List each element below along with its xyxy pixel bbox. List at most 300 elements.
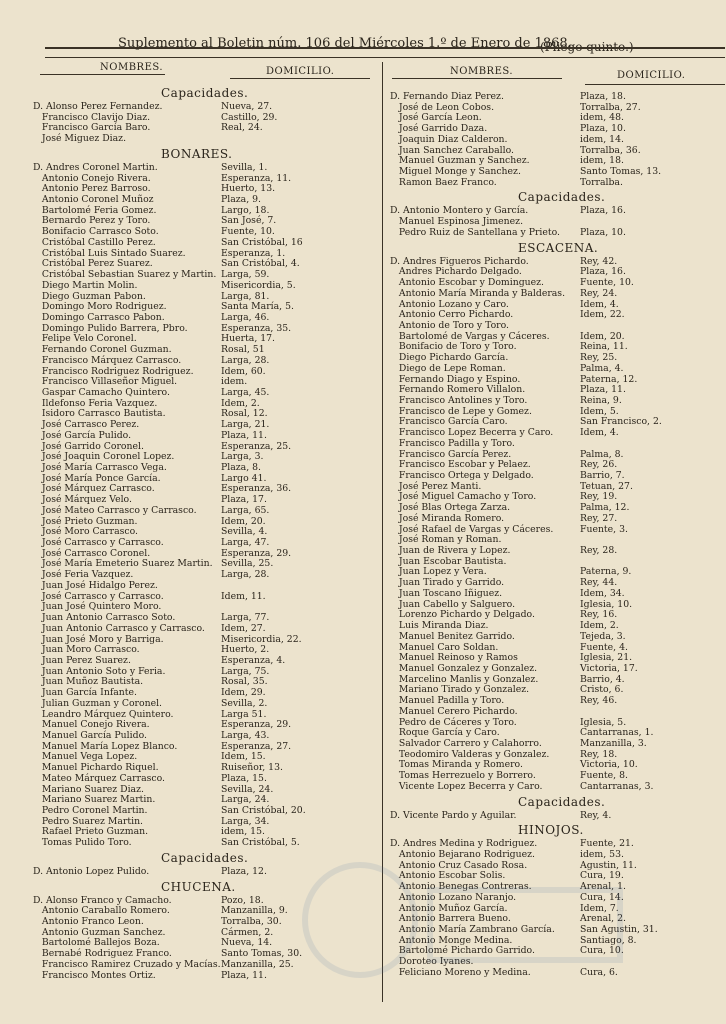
left-address-heading: DOMICILIO. <box>266 66 335 77</box>
person-name: José Carrasco Perez. <box>33 419 140 431</box>
person-address: Plaza, 10. <box>580 226 626 238</box>
person-name: José Joaquin Coronel Lopez. <box>33 451 175 463</box>
person-name: Bonifacio de Toro y Toro. <box>390 341 517 353</box>
person-name: Mateo Márquez Carrasco. <box>33 772 165 784</box>
person-name: José Moro Carrasco. <box>33 526 138 538</box>
person-address: Larga, 77. <box>221 612 270 624</box>
person-address: Plaza, 18. <box>580 91 626 102</box>
person-entry <box>390 364 725 375</box>
person-name: José Prieto Guzman. <box>33 515 138 527</box>
person-address: Manzanilla, 9. <box>221 905 288 917</box>
person-address: Rey, 27. <box>580 512 618 524</box>
person-name: Pedro Coronel Martin. <box>33 805 148 816</box>
person-entry <box>390 228 725 239</box>
person-address: Plaza, 8. <box>221 462 261 473</box>
person-name: Vicente Lopez Becerra y Caro. <box>390 780 543 792</box>
person-address: idem, 48. <box>580 112 624 124</box>
person-address: Ruiseñor, 13. <box>221 762 283 774</box>
person-name: Manuel Benitez Garrido. <box>390 630 515 642</box>
person-address: Palma, 8. <box>580 448 624 460</box>
person-address: Torralba, 36. <box>580 144 641 156</box>
person-name: Francisco Villaseñor Miguel. <box>33 376 178 388</box>
person-name: Antonio María Miranda y Balderas. <box>390 287 566 299</box>
person-name: Francisco Clavijo Diaz. <box>33 111 151 123</box>
person-address: Sevilla, 4. <box>221 526 268 538</box>
person-address: Arenal, 1. <box>580 881 626 893</box>
person-address: Idem, 22. <box>580 309 625 321</box>
person-entry <box>390 439 725 450</box>
person-entry <box>33 506 378 517</box>
person-entry <box>390 707 725 718</box>
person-name: Mariano Tirado y Gonzalez. <box>390 684 530 696</box>
person-name: Francisco Ramirez Cruzado y Macías. <box>33 958 221 970</box>
sheet-label: (Pliego quinto.) <box>540 40 634 54</box>
person-name: Domingo Moro Rodriguez. <box>33 301 167 313</box>
person-address: Manzanilla, 3. <box>580 737 647 749</box>
person-address: San Agustin, 31. <box>580 924 658 936</box>
person-name: Felipe Velo Coronel. <box>33 333 137 345</box>
person-address: Reina, 11. <box>580 341 628 353</box>
person-name: José Miguez Diaz. <box>33 133 127 145</box>
person-address: Idem, 27. <box>221 622 266 634</box>
person-name: Francisco Antolines y Toro. <box>390 394 528 406</box>
person-address: Torralba. <box>580 176 623 188</box>
person-address: Idem, 60. <box>221 365 266 377</box>
person-address: San José, 7. <box>221 215 277 227</box>
person-entry <box>390 811 725 822</box>
person-address: Pozo, 18. <box>221 894 264 906</box>
person-name: Diego Martin Molin. <box>33 279 138 291</box>
person-address: Idem, 7. <box>580 902 619 914</box>
person-address: Barrio, 4. <box>580 673 625 685</box>
person-name: José García Pulido. <box>33 429 132 441</box>
person-name: Antonio Coronel Muñoz <box>33 194 154 206</box>
person-address: Reina, 9. <box>580 394 622 406</box>
person-address: Cantarranas, 1. <box>580 727 654 739</box>
person-address: Larga, 45. <box>221 386 270 398</box>
person-address: Sevilla, 24. <box>221 783 274 795</box>
person-name: Miguel Monge y Sanchez. <box>390 166 521 178</box>
person-name: Antonio Caraballo Romero. <box>33 905 170 917</box>
section-heading <box>390 188 725 206</box>
person-name: Francisco Escobar y Pelaez. <box>390 459 531 471</box>
person-entry <box>390 782 725 793</box>
section-title: HINOJOS. <box>518 823 584 838</box>
person-name: Pedro Ruiz de Santellana y Prieto. <box>390 226 560 238</box>
person-address: Nueva, 27. <box>221 101 273 112</box>
person-name: Antonio Cruz Casado Rosa. <box>390 859 528 871</box>
person-address: Misericordia, 5. <box>221 279 296 291</box>
person-name: Antonio Lozano Naranjo. <box>390 891 517 903</box>
person-name: Juan José Hidalgo Perez. <box>33 579 158 591</box>
person-name: Manuel Cerero Pichardo. <box>390 705 518 717</box>
person-name: Fernando Romero Villalon. <box>390 384 526 396</box>
person-name: Julian Guzman y Coronel. <box>33 697 163 709</box>
person-address: Sevilla, 25. <box>221 558 274 570</box>
section-title: Capacidades. <box>161 86 249 100</box>
person-address: Larga, 46. <box>221 311 270 323</box>
person-entry <box>33 774 378 785</box>
person-address: Plaza, 10. <box>580 123 626 135</box>
person-address: Larga, 21. <box>221 419 270 431</box>
person-address: Victoria, 10. <box>580 759 638 771</box>
person-name: Antonio Benegas Contreras. <box>390 881 532 893</box>
person-name: Fernando Diago y Espino. <box>390 373 521 385</box>
person-address: Plaza, 16. <box>580 266 626 278</box>
person-address: Barrio, 7. <box>580 470 625 481</box>
person-name: Antonio Lozano y Caro. <box>390 298 509 310</box>
person-name: Isidoro Carrasco Bautista. <box>33 408 166 420</box>
person-address: Rosal, 12. <box>221 408 268 420</box>
person-address: Larga 51. <box>221 708 267 720</box>
person-name: Teodomiro Valderas y Gonzalez. <box>390 748 550 760</box>
person-address: Rey, 19. <box>580 491 618 503</box>
person-address: San Cristóbal, 16 <box>221 236 303 248</box>
person-address: Fuente, 21. <box>580 838 634 850</box>
person-address: Tejeda, 3. <box>580 630 626 642</box>
section-heading <box>33 145 378 163</box>
person-entry <box>390 632 725 643</box>
person-address: Idem, 2. <box>221 397 260 409</box>
person-entry <box>390 514 725 525</box>
person-name: Feliciano Moreno y Medina. <box>390 966 531 978</box>
person-entry <box>33 281 378 292</box>
person-name: Antonio Bejarano Rodriguez. <box>390 849 535 860</box>
person-name: D. Antonio Lopez Pulido. <box>33 865 150 877</box>
person-name: José de Leon Cobos. <box>390 101 495 113</box>
person-name: Juan José Quintero Moro. <box>33 601 162 613</box>
person-address: idem, 14. <box>580 133 624 145</box>
person-address: Larga, 28. <box>221 569 270 581</box>
person-address: Plaza, 17. <box>221 494 267 506</box>
person-address: Idem, 20. <box>221 515 266 527</box>
person-name: Juan Antonio Carrasco Soto. <box>33 612 176 624</box>
person-address: Esperanza, 29. <box>221 547 292 559</box>
person-name: Antonio Barrera Bueno. <box>390 913 511 925</box>
person-name: José Carrasco Coronel. <box>33 547 151 559</box>
person-address: San Francisco, 2. <box>580 416 662 428</box>
person-address: Plaza, 9. <box>221 194 261 206</box>
person-name: Bonifacio Carrasco Soto. <box>33 226 159 238</box>
person-address: idem, 18. <box>580 155 624 167</box>
section-heading <box>390 793 725 811</box>
person-name: D. Andres Coronel Martin. <box>33 161 158 173</box>
person-name: José María Ponce García. <box>33 472 161 484</box>
section-title: BONARES. <box>161 146 233 161</box>
person-address: San Cristóbal, 20. <box>221 805 306 816</box>
person-address: Rey, 46. <box>580 695 618 707</box>
person-address: Manzanilla, 25. <box>221 958 294 970</box>
person-name: José Blas Ortega Zarza. <box>390 502 511 514</box>
person-name: Juan Moro Carrasco. <box>33 644 140 656</box>
page-header <box>0 30 726 56</box>
person-name: Diego Guzman Pabon. <box>33 290 146 302</box>
person-address: Castillo, 29. <box>221 111 278 123</box>
person-name: Domingo Carrasco Pabon. <box>33 311 165 323</box>
person-address: Torralba, 27. <box>580 101 641 113</box>
person-address: San Cristóbal, 5. <box>221 837 300 849</box>
person-address: Larga, 34. <box>221 815 270 827</box>
person-entry <box>33 163 378 174</box>
header-bottom-rule <box>45 57 725 58</box>
person-address: Fuente, 10. <box>221 226 275 238</box>
person-address: Larga, 81. <box>221 290 270 302</box>
person-address: Rey, 42. <box>580 255 618 267</box>
person-address: Fuente, 10. <box>580 277 634 289</box>
person-name: Francisco García Caro. <box>390 416 508 428</box>
person-address: Cura, 14. <box>580 891 624 903</box>
section-title: Capacidades. <box>518 794 606 809</box>
person-name: Cristóbal Perez Suarez. <box>33 258 153 270</box>
person-address: Fuente, 4. <box>580 641 628 653</box>
person-name: Bernabé Rodriguez Franco. <box>33 948 172 960</box>
person-name: Cristóbal Luis Sintado Suarez. <box>33 247 186 259</box>
person-address: Idem, 29. <box>221 687 266 699</box>
person-name: Mariano Suarez Martin. <box>33 794 156 806</box>
person-entry <box>33 624 378 635</box>
person-entry <box>33 356 378 367</box>
person-entry <box>390 178 725 189</box>
person-name: Juan García Infante. <box>33 687 137 699</box>
person-address: Nueva, 14. <box>221 937 273 949</box>
person-name: Francisco Padilla y Toro. <box>390 437 515 449</box>
person-address: Tetuan, 27. <box>580 480 633 492</box>
section-title: ESCACENA. <box>518 240 599 255</box>
person-address: Cantarranas, 3. <box>580 780 654 792</box>
person-address: Larga, 3. <box>221 451 264 463</box>
person-name: Antonio Monge Medina. <box>390 934 513 946</box>
person-name: Fernando Coronel Guzman. <box>33 344 172 356</box>
person-address: Rey, 16. <box>580 609 618 621</box>
person-name: Manuel Caro Soldan. <box>390 641 499 653</box>
person-name: Diego de Lepe Roman. <box>390 362 506 374</box>
person-address: Huerta, 17. <box>221 333 276 345</box>
header-top-rule <box>45 47 725 49</box>
person-name: Francisco Rodriguez Rodriguez. <box>33 365 194 377</box>
person-name: José Márquez Velo. <box>33 494 132 506</box>
person-name: Marcelino Manlis y Gonzalez. <box>390 673 539 685</box>
person-name: Manuel Espinosa Jimenez. <box>390 216 524 228</box>
person-address: idem. <box>221 376 248 388</box>
person-name: Antonio Escobar Solis. <box>390 870 506 882</box>
person-address: Idem, 4. <box>580 298 619 310</box>
person-address: Plaza, 12. <box>221 865 267 877</box>
person-name: Juan Toscano Iñiguez. <box>390 587 503 599</box>
person-address: Palma, 12. <box>580 502 630 514</box>
person-name: Antonio Franco Leon. <box>33 916 144 928</box>
person-name: Bartolomé Feria Gomez. <box>33 204 157 216</box>
person-address: Larga, 43. <box>221 729 270 741</box>
person-entry <box>33 134 378 145</box>
person-name: Lorenzo Pichardo y Delgado. <box>390 609 535 621</box>
person-name: José María Emeterio Suarez Martin. <box>33 558 213 570</box>
person-address: Esperanza, 11. <box>221 172 292 184</box>
person-address: Esperanza, 25. <box>221 440 292 452</box>
person-address: Rey, 4. <box>580 809 612 821</box>
person-address: Plaza, 11. <box>221 429 267 441</box>
person-name: Francisco Ortega y Delgado. <box>390 470 534 481</box>
person-name: Ildefonso Feria Vazquez. <box>33 397 158 409</box>
person-address: Sevilla, 2. <box>221 697 268 709</box>
person-name: Mariano Suarez Diaz. <box>33 783 144 795</box>
left-names-heading-rule <box>40 74 165 75</box>
person-name: D. Andres Medina y Rodriguez. <box>390 838 538 850</box>
person-name: Antonio Muñoz García. <box>390 902 508 914</box>
person-name: Ramon Baez Franco. <box>390 176 497 188</box>
person-address: Sevilla, 1. <box>221 161 268 173</box>
person-name: Bartolomé Pichardo Garrido. <box>390 945 535 957</box>
person-name: José Carrasco y Carrasco. <box>33 537 164 549</box>
person-name: Salvador Carrero y Calahorro. <box>390 737 542 749</box>
person-address: Cura, 19. <box>580 870 624 882</box>
person-name: Tomas Miranda y Romero. <box>390 759 523 771</box>
person-name: D. Antonio Montero y García. <box>390 205 529 217</box>
person-name: Manuel García Pulido. <box>33 729 147 741</box>
person-name: José Garrido Daza. <box>390 123 488 135</box>
person-name: José Miranda Romero. <box>390 512 505 524</box>
left-address-heading-rule <box>230 78 370 79</box>
person-name: Manuel Pichardo Riquel. <box>33 762 159 774</box>
person-entry <box>390 289 725 300</box>
person-name: Pedro de Cáceres y Toro. <box>390 716 517 728</box>
person-address: Rey, 26. <box>580 459 618 471</box>
person-name: José Rafael de Vargas y Cáceres. <box>390 523 554 535</box>
person-address: Rosal, 35. <box>221 676 268 688</box>
person-name: Antonio Escobar y Dominguez. <box>390 277 544 289</box>
person-name: Bartolomé Ballejos Boza. <box>33 937 160 949</box>
person-name: Manuel Gonzalez y Gonzalez. <box>390 662 538 674</box>
person-address: Idem, 34. <box>580 587 625 599</box>
person-address: Santo Tomas, 13. <box>580 166 662 178</box>
person-name: Andres Pichardo Delgado. <box>390 266 522 278</box>
person-name: Pedro Suarez Martin. <box>33 815 144 827</box>
person-name: Antonio Conejo Rivera. <box>33 172 151 184</box>
person-address: Idem, 15. <box>221 751 266 763</box>
person-address: Santo Tomas, 30. <box>221 948 303 960</box>
person-name: Manuel Padilla y Toro. <box>390 695 505 707</box>
person-address: Fuente, 3. <box>580 523 628 535</box>
person-name: Tomas Pulido Toro. <box>33 837 132 849</box>
person-name: José Perez Manti. <box>390 480 482 492</box>
person-name: Antonio Perez Barroso. <box>33 183 151 195</box>
person-name: Juan Escobar Bautista. <box>390 555 507 567</box>
person-name: Francisco Lopez Becerra y Caro. <box>390 427 554 439</box>
person-name: Juan Tirado y Garrido. <box>390 577 505 589</box>
person-name: Antonio de Toro y Toro. <box>390 319 510 331</box>
person-name: Manuel Vega Lopez. <box>33 751 138 763</box>
person-address: Paterna, 12. <box>580 373 638 385</box>
person-address: Rey, 44. <box>580 577 618 589</box>
person-name: D. Alonso Franco y Camacho. <box>33 894 172 906</box>
person-address: Torralba, 30. <box>221 916 282 928</box>
person-name: Bartolomé de Vargas y Cáceres. <box>390 330 550 342</box>
person-name: Manuel María Lopez Blanco. <box>33 740 178 752</box>
person-name: José García Leon. <box>390 112 482 124</box>
person-name: José Mateo Carrasco y Carrasco. <box>33 504 197 516</box>
person-address: Idem, 4. <box>580 427 619 439</box>
person-address: Idem, 20. <box>580 330 625 342</box>
person-name: Gaspar Camacho Quintero. <box>33 386 170 398</box>
right-address-heading-rule <box>585 84 725 85</box>
person-address: Agustin, 11. <box>580 859 637 871</box>
person-name: Francisco de Lepe y Gomez. <box>390 405 532 417</box>
person-name: Rafael Prieto Guzman. <box>33 826 149 838</box>
person-name: Antonio Cerro Pichardo. <box>390 309 514 321</box>
person-name: José Garrido Coronel. <box>33 440 144 452</box>
person-name: Diego Pichardo García. <box>390 352 509 364</box>
person-name: José Miguel Camacho y Toro. <box>390 491 537 503</box>
person-name: Bernardo Perez y Toro. <box>33 215 151 227</box>
person-name: Cristóbal Sebastian Suarez y Martin. <box>33 269 217 281</box>
library-watermark <box>300 830 630 1000</box>
person-address: idem, 15. <box>221 826 265 838</box>
person-name: Manuel Reinoso y Ramos <box>390 652 518 664</box>
person-name: D. Andres Figueros Pichardo. <box>390 255 529 267</box>
person-name: Joaquin Diaz Calderon. <box>390 133 508 145</box>
person-name: Domingo Pulido Barrera, Pbro. <box>33 322 188 334</box>
person-entry <box>33 699 378 710</box>
person-name: Juan Muñoz Bautista. <box>33 676 144 688</box>
person-address: Esperanza, 35. <box>221 322 292 334</box>
person-name: Juan Antonio Carrasco y Carrasco. <box>33 622 205 634</box>
person-name: Manuel Conejo Rivera. <box>33 719 150 731</box>
person-name: Luis Miranda Diaz. <box>390 620 489 632</box>
person-name: José Carrasco y Carrasco. <box>33 590 164 602</box>
person-name: Juan Cabello y Salguero. <box>390 598 516 610</box>
person-name: Francisco Montes Ortiz. <box>33 969 156 981</box>
person-address: Paterna, 9. <box>580 566 632 578</box>
person-address: Larga, 65. <box>221 504 270 516</box>
person-address: Larga, 28. <box>221 354 270 366</box>
person-name: José Feria Vazquez. <box>33 569 134 581</box>
person-address: Idem, 11. <box>221 590 266 602</box>
person-entry <box>390 135 725 146</box>
person-name: Cristóbal Castillo Perez. <box>33 236 156 248</box>
left-names-heading: NOMBRES. <box>100 62 164 73</box>
person-address: Fuente, 8. <box>580 770 628 782</box>
person-name: Roque García y Caro. <box>390 727 500 739</box>
person-name: Doroteo Iyanes. <box>390 956 474 968</box>
person-address: Esperanza, 1. <box>221 247 286 259</box>
person-address: Iglesia, 21. <box>580 652 633 664</box>
person-address: Plaza, 15. <box>221 772 267 784</box>
person-address: Cura, 6. <box>580 966 618 978</box>
section-heading <box>390 239 725 257</box>
person-address: idem, 53. <box>580 849 624 860</box>
right-address-heading: DOMICILIO. <box>617 70 686 81</box>
right-names-heading: NOMBRES. <box>450 66 514 77</box>
section-title: Capacidades. <box>518 190 606 205</box>
person-name: D. Fernando Diaz Perez. <box>390 91 504 102</box>
person-address: Cármen, 2. <box>221 926 274 938</box>
right-names-heading-rule <box>392 78 562 79</box>
person-address: Palma, 4. <box>580 362 624 374</box>
person-address: Plaza, 11. <box>221 969 267 981</box>
person-name: Juan José Moro y Barriga. <box>33 633 164 645</box>
person-address: Esperanza, 4. <box>221 654 286 666</box>
person-name: Juan Sanchez Caraballo. <box>390 144 514 156</box>
person-name: D. Vicente Pardo y Aguilar. <box>390 809 517 821</box>
person-address: Plaza, 11. <box>580 384 626 396</box>
person-address: Santiago, 8. <box>580 934 637 946</box>
person-address: Rey, 24. <box>580 287 618 299</box>
section-title: CHUCENA. <box>161 879 236 894</box>
person-name: Juan Perez Suarez. <box>33 654 131 666</box>
person-address: San Cristóbal, 4. <box>221 258 300 270</box>
person-address: Largo, 18. <box>221 204 270 216</box>
person-name: Manuel Guzman y Sanchez. <box>390 155 530 167</box>
person-entry <box>33 431 378 442</box>
